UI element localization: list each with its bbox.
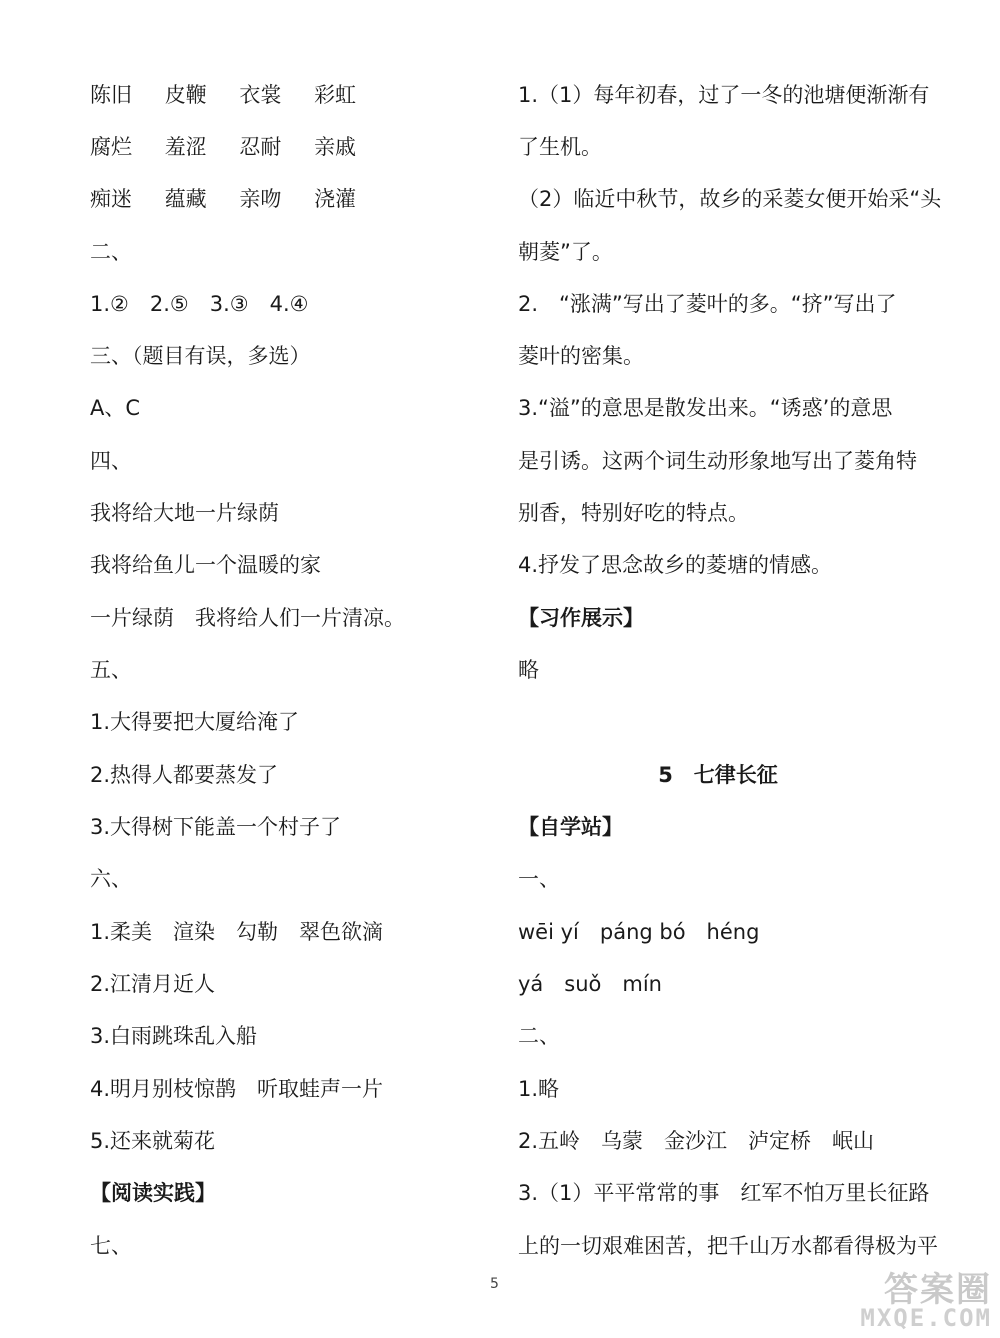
lesson-title: 5 七律长征 <box>658 763 778 787</box>
answer-line: 朝菱”了。 <box>518 240 613 264</box>
section-heading: 三、（题目有误，多选） <box>90 344 311 368</box>
answer-line: A、C <box>90 396 141 420</box>
word: 亲吻 <box>239 187 282 211</box>
answer-line: 2.江清月近人 <box>90 972 216 996</box>
answer-line: 我将给大地一片绿荫 <box>90 501 279 525</box>
answer-line: 别香，特别好吃的特点。 <box>518 501 749 525</box>
answer-line: （2）临近中秋节，故乡的采菱女便开始采“头 <box>518 187 942 211</box>
watermark-logo-text: 答案圈 <box>884 1270 992 1310</box>
pinyin-line: wēi yí páng bó héng <box>518 920 760 944</box>
answer-line: 3.“溢”的意思是散发出来。“诱惑’的意思 <box>518 396 893 420</box>
pinyin-line: yá suǒ mín <box>518 972 662 996</box>
section-heading: 五、 <box>90 658 132 682</box>
answer-line: 1.大得要把大厦给淹了 <box>90 710 300 734</box>
page-number: 5 <box>490 1276 499 1292</box>
section-heading: 一、 <box>518 867 560 891</box>
answer-line: 是引诱。这两个词生动形象地写出了菱角特 <box>518 449 917 473</box>
section-heading: 二、 <box>90 240 132 264</box>
section-heading: 六、 <box>90 867 132 891</box>
answer-line: 1.柔美 渲染 勾勒 翠色欲滴 <box>90 920 384 944</box>
self-study-heading: 【自学站】 <box>518 815 623 839</box>
word: 陈旧 <box>90 83 132 107</box>
answer-line: 3.白雨跳珠乱入船 <box>90 1024 258 1048</box>
answer-line: 上的一切艰难困苦，把千山万水都看得极为平 <box>518 1234 938 1258</box>
word: 腐烂 <box>90 135 132 159</box>
answer-line: 了生机。 <box>518 135 602 159</box>
word: 痴迷 <box>90 187 132 211</box>
answer-line: 我将给鱼儿一个温暖的家 <box>90 553 321 577</box>
answer-line: 2. “涨满”写出了菱叶的多。“挤”写出了 <box>518 292 897 316</box>
section-heading: 二、 <box>518 1024 560 1048</box>
word-row-2 <box>90 132 356 162</box>
word: 亲戚 <box>314 135 357 159</box>
word: 羞涩 <box>164 135 207 159</box>
answer-line: 略 <box>518 658 539 682</box>
reading-practice-heading: 【阅读实践】 <box>90 1181 216 1205</box>
section-heading: 四、 <box>90 449 132 473</box>
answer-line: 1.② 2.⑤ 3.③ 4.④ <box>90 292 309 316</box>
answer-line: 4.明月别枝惊鹊 听取蛙声一片 <box>90 1077 384 1101</box>
word: 皮鞭 <box>164 83 207 107</box>
site-watermark <box>812 1262 996 1336</box>
answer-line: 一片绿荫 我将给人们一片清凉。 <box>90 606 405 630</box>
answer-line: 1.略 <box>518 1077 560 1101</box>
answer-line: 5.还来就菊花 <box>90 1129 216 1153</box>
answer-line: 2.五岭 乌蒙 金沙江 泸定桥 岷山 <box>518 1129 875 1153</box>
word: 浇灌 <box>314 187 357 211</box>
word: 忍耐 <box>239 135 282 159</box>
answer-line: 1.（1）每年初春，过了一冬的池塘便渐渐有 <box>518 83 930 107</box>
answer-line: 3.（1）平平常常的事 红军不怕万里长征路 <box>518 1181 930 1205</box>
word: 彩虹 <box>314 83 357 107</box>
answer-line: 2.热得人都要蒸发了 <box>90 763 279 787</box>
word-row-3 <box>90 184 356 214</box>
answer-line: 菱叶的密集。 <box>518 344 644 368</box>
word: 蕴藏 <box>164 187 207 211</box>
watermark-url: MXQE.COM <box>860 1304 992 1332</box>
word: 衣裳 <box>239 83 282 107</box>
answer-line: 3.大得树下能盖一个村子了 <box>90 815 342 839</box>
section-heading: 七、 <box>90 1234 132 1258</box>
word-row-1 <box>90 80 356 110</box>
writing-showcase-heading: 【习作展示】 <box>518 606 644 630</box>
answer-line: 4.抒发了思念故乡的菱塘的情感。 <box>518 553 833 577</box>
